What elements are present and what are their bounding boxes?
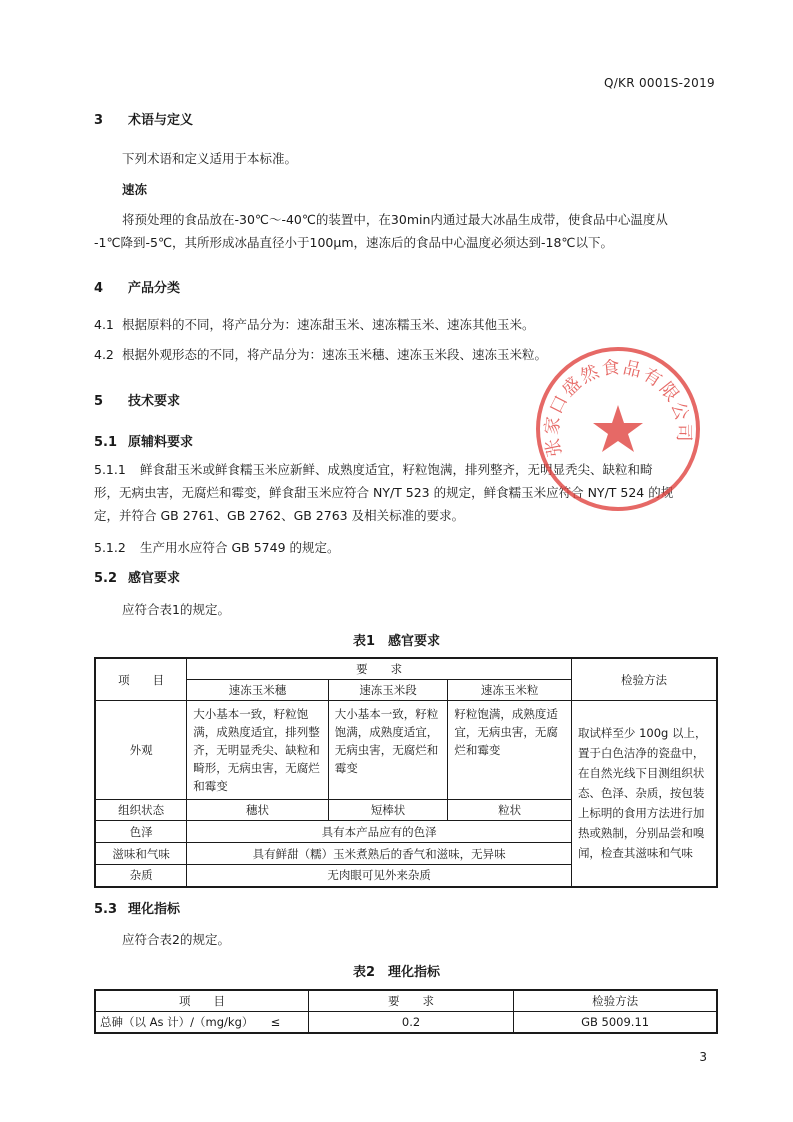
table-header-item: 项 目 bbox=[95, 658, 187, 701]
table-cell: GB 5009.11 bbox=[514, 1012, 717, 1034]
table-cell: 短棒状 bbox=[328, 800, 448, 821]
clause-5-1-2 bbox=[94, 536, 340, 560]
row-label-taste-smell: 滋味和气味 bbox=[95, 843, 187, 865]
sensory-requirements-table bbox=[94, 657, 718, 888]
table-2-title: 表2 理化指标 bbox=[352, 965, 441, 980]
table-cell: 0.2 bbox=[308, 1012, 513, 1034]
section-number: 5.2 bbox=[94, 571, 118, 586]
section-3-intro: 下列术语和定义适用于本标准。 bbox=[122, 151, 298, 166]
term-heading: 速冻 bbox=[122, 182, 148, 197]
table-cell: 无肉眼可见外来杂质 bbox=[187, 865, 572, 887]
section-number: 5.3 bbox=[94, 902, 118, 917]
section-4-heading bbox=[94, 277, 180, 296]
company-seal-stamp bbox=[532, 343, 704, 515]
table-1-title: 表1 感官要求 bbox=[352, 634, 441, 649]
section-title: 产品分类 bbox=[128, 281, 181, 296]
section-title: 术语与定义 bbox=[128, 113, 194, 128]
section-5-heading bbox=[94, 390, 180, 409]
section-number: 3 bbox=[94, 113, 104, 128]
section-5-2-text: 应符合表1的规定。 bbox=[122, 602, 230, 617]
table-cell: 具有本产品应有的色泽 bbox=[187, 821, 572, 843]
clause-number: 4.1 bbox=[94, 317, 114, 332]
clause-text: 生产用水应符合 GB 5749 的规定。 bbox=[140, 540, 340, 555]
clause-5-1-1-line-2: 形，无病虫害，无腐烂和霉变，鲜食甜玉米应符合 NY/T 523 的规定，鲜食糯玉米应符合 NY/T 524 的规 bbox=[94, 485, 674, 500]
table-header-method: 检验方法 bbox=[571, 658, 717, 701]
section-number: 5.1 bbox=[94, 435, 118, 450]
table-header-kernel: 速冻玉米粒 bbox=[448, 680, 572, 701]
term-definition-line-2: -1℃降到-5℃，其所形成冰晶直径小于100μm，速冻后的食品中心温度必须达到-18℃以下。 bbox=[94, 235, 613, 250]
term-definition-line-1: 将预处理的食品放在-30℃～-40℃的装置中，在30min内通过最大冰晶生成带，使食品中心温度从 bbox=[122, 212, 668, 227]
seal-star-icon bbox=[593, 405, 643, 452]
table-cell-arsenic: 总砷（以 As 计）/（mg/kg） ≤ bbox=[95, 1012, 308, 1034]
clause-number: 5.1.2 bbox=[94, 540, 126, 555]
section-title: 感官要求 bbox=[128, 571, 181, 586]
table-cell: 穗状 bbox=[187, 800, 329, 821]
page-number: 3 bbox=[699, 1050, 707, 1064]
table-header-cob: 速冻玉米穗 bbox=[187, 680, 329, 701]
clause-text: 鲜食甜玉米或鲜食糯玉米应新鲜、成熟度适宜，籽粒饱满，排列整齐，无明显秃尖、缺粒和畸 bbox=[140, 462, 653, 477]
section-number: 4 bbox=[94, 281, 104, 296]
seal-text: 张家口盛然食品有限公司 bbox=[541, 356, 695, 459]
table-header-requirements: 要 求 bbox=[308, 990, 513, 1012]
table-cell: 大小基本一致，籽粒饱满，成熟度适宜，排列整齐，无明显秃尖、缺粒和畸形，无病虫害，无腐烂和霉变 bbox=[187, 701, 329, 800]
clause-text: 根据外观形态的不同，将产品分为：速冻玉米穗、速冻玉米段、速冻玉米粒。 bbox=[122, 347, 548, 362]
clause-4-1 bbox=[94, 313, 535, 337]
standard-code: Q/KR 0001S-2019 bbox=[603, 76, 715, 90]
row-label-appearance: 外观 bbox=[95, 701, 187, 800]
clause-4-2 bbox=[94, 343, 547, 367]
section-number: 5 bbox=[94, 394, 104, 409]
clause-number: 4.2 bbox=[94, 347, 114, 362]
section-5-1-heading bbox=[94, 431, 193, 450]
inspection-method-cell: 取试样至少 100g 以上，置于白色洁净的瓷盘中，在自然光线下目测组织状态、色泽、杂质，按包装上标明的食用方法进行加热或熟制，分别品尝和嗅闻，检查其滋味和气味 bbox=[571, 701, 717, 887]
row-label-impurities: 杂质 bbox=[95, 865, 187, 887]
clause-text: 根据原料的不同，将产品分为：速冻甜玉米、速冻糯玉米、速冻其他玉米。 bbox=[122, 317, 535, 332]
table-cell: 具有鲜甜（糯）玉米煮熟后的香气和滋味，无异味 bbox=[187, 843, 572, 865]
section-title: 原辅料要求 bbox=[128, 435, 194, 450]
table-header-method: 检验方法 bbox=[514, 990, 717, 1012]
table-header-item: 项 目 bbox=[95, 990, 308, 1012]
clause-5-1-1-line-3: 定，并符合 GB 2761、GB 2762、GB 2763 及相关标准的要求。 bbox=[94, 508, 465, 523]
section-title: 理化指标 bbox=[128, 902, 181, 917]
physicochemical-table bbox=[94, 989, 718, 1034]
clause-number: 5.1.1 bbox=[94, 462, 126, 477]
row-label-texture: 组织状态 bbox=[95, 800, 187, 821]
section-5-3-text: 应符合表2的规定。 bbox=[122, 932, 230, 947]
section-3-heading bbox=[94, 109, 193, 128]
table-cell: 粒状 bbox=[448, 800, 572, 821]
section-5-2-heading bbox=[94, 567, 180, 586]
table-cell: 大小基本一致，籽粒饱满，成熟度适宜，无病虫害，无腐烂和霉变 bbox=[328, 701, 448, 800]
section-5-3-heading bbox=[94, 898, 180, 917]
section-title: 技术要求 bbox=[128, 394, 181, 409]
table-header-segment: 速冻玉米段 bbox=[328, 680, 448, 701]
row-label-color: 色泽 bbox=[95, 821, 187, 843]
table-header-requirements: 要 求 bbox=[187, 658, 572, 680]
table-cell: 籽粒饱满，成熟度适宜，无病虫害，无腐烂和霉变 bbox=[448, 701, 572, 800]
